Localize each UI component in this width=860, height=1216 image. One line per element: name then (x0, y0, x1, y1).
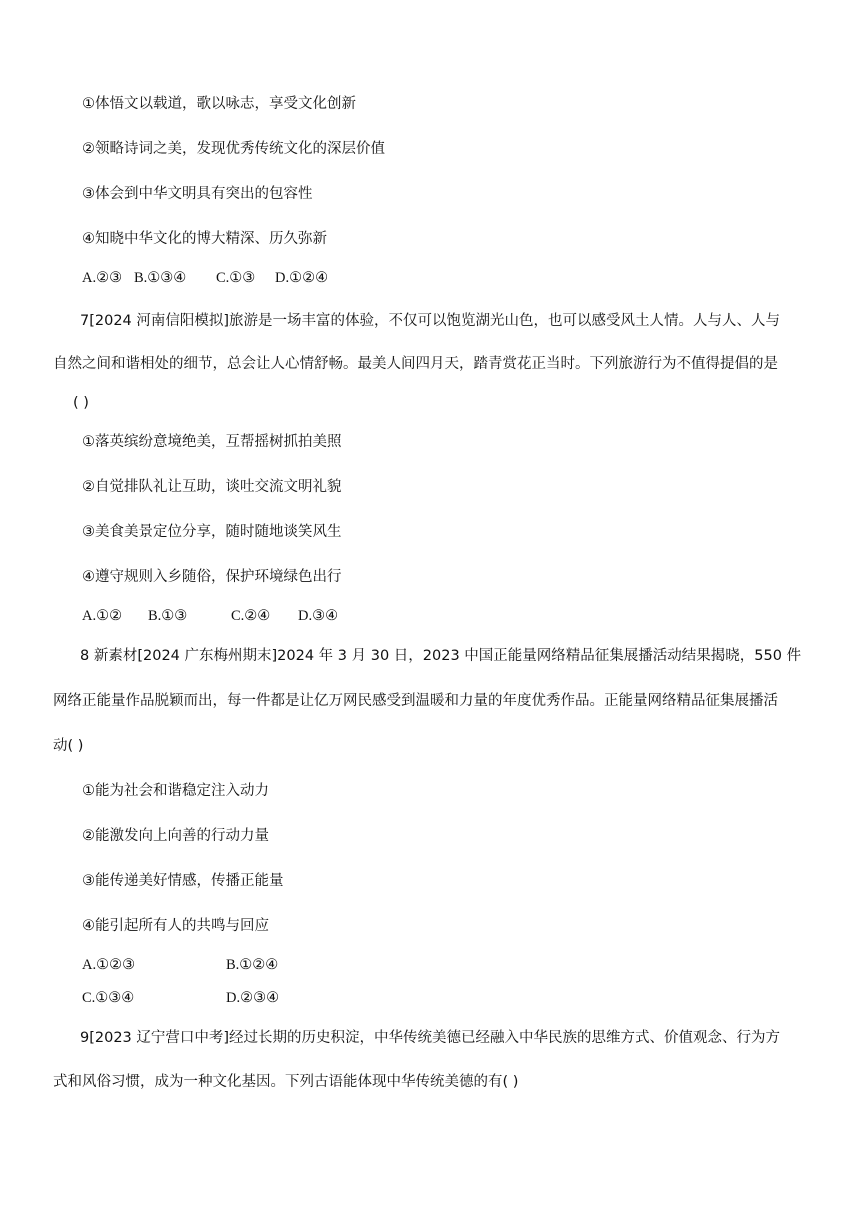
q8-answer-c: C.①③④ (82, 990, 135, 1006)
q6-option-2: ②领略诗词之美，发现优秀传统文化的深层价值 (82, 141, 385, 157)
q8-answer-d: D.②③④ (226, 990, 280, 1006)
q7-answer-a: A.①② (82, 608, 123, 624)
q8-stem-line-2: 网络正能量作品脱颖而出，每一件都是让亿万网民感受到温暖和力量的年度优秀作品。正能量网络精品征集展播活 (53, 693, 778, 709)
q9-stem-line-2: 式和风俗习惯，成为一种文化基因。下列古语能体现中华传统美德的有( ) (53, 1074, 519, 1090)
q8-option-2: ②能激发向上向善的行动力量 (82, 828, 269, 844)
q7-option-3: ③美食美景定位分享，随时随地谈笑风生 (82, 524, 342, 540)
q8-option-1: ①能为社会和谐稳定注入动力 (82, 783, 269, 799)
q7-option-2: ②自觉排队礼让互助，谈吐交流文明礼貌 (82, 479, 342, 495)
q6-option-1: ①体悟文以载道，歌以咏志，享受文化创新 (82, 96, 356, 112)
q7-answer-d: D.③④ (298, 608, 339, 624)
q8-stem-line-1: 8 新素材[2024 广东梅州期末]2024 年 3 月 30 日，2023 中国正能量网络精品征集展播活动结果揭晓，550 件 (80, 648, 802, 664)
q6-answer-choices (82, 268, 328, 288)
q7-stem-line-1: 7[2024 河南信阳模拟]旅游是一场丰富的体验，不仅可以饱览湖光山色，也可以感受风土人情。人与人、人与 (80, 313, 781, 329)
q8-answer-a: A.①②③ (82, 957, 136, 973)
q6-answer-a: A.②③ (82, 270, 123, 286)
q6-answer-c: C.①③ (216, 270, 256, 286)
q8-answer-row-1 (82, 955, 278, 975)
q7-answer-c: C.②④ (231, 608, 271, 624)
q8-option-4: ④能引起所有人的共鸣与回应 (82, 918, 269, 934)
q9-stem-line-1: 9[2023 辽宁营口中考]经过长期的历史积淀，中华传统美德已经融入中华民族的思维方式、价值观念、行为方 (80, 1030, 781, 1046)
q8-stem-line-3: 动( ) (53, 738, 84, 754)
q6-answer-d: D.①②④ (275, 270, 329, 286)
q7-option-4: ④遵守规则入乡随俗，保护环境绿色出行 (82, 569, 342, 585)
q7-stem-line-2: 自然之间和谐相处的细节，总会让人心情舒畅。最美人间四月天，踏青赏花正当时。下列旅游行为不值得提倡的是 (53, 356, 778, 372)
q8-answer-row-2 (82, 988, 279, 1008)
q7-answer-bracket: ( ) (73, 395, 89, 411)
q8-answer-b: B.①②④ (226, 957, 279, 973)
q7-option-1: ①落英缤纷意境绝美，互帮摇树抓拍美照 (82, 434, 342, 450)
q6-answer-b: B.①③④ (134, 270, 187, 286)
q6-option-3: ③体会到中华文明具有突出的包容性 (82, 186, 313, 202)
q6-option-4: ④知晓中华文化的博大精深、历久弥新 (82, 231, 327, 247)
q7-answer-choices (82, 606, 338, 626)
q8-option-3: ③能传递美好情感，传播正能量 (82, 873, 284, 889)
q7-answer-b: B.①③ (148, 608, 188, 624)
